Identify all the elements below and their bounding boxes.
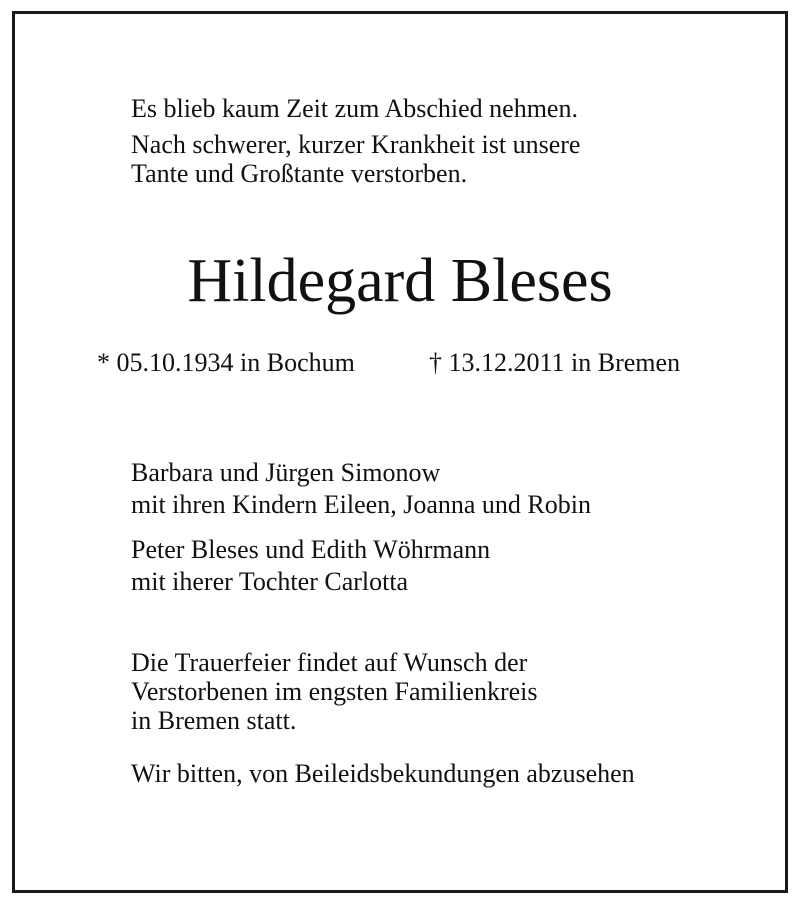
mourner-2-line-2: mit iherer Tochter Carlotta <box>131 567 409 596</box>
funeral-note-line-3: in Bremen statt. <box>131 706 297 735</box>
intro-line-2: Nach schwerer, kurzer Krankheit ist unsere <box>131 130 581 159</box>
intro-line-3: Tante und Großtante verstorben. <box>131 159 468 188</box>
death-date: † 13.12.2011 in Bremen <box>429 348 681 377</box>
funeral-note-line-1: Die Trauerfeier findet auf Wunsch der <box>131 648 528 677</box>
mourner-2-line-1: Peter Bleses und Edith Wöhrmann <box>131 535 491 564</box>
intro-line-1: Es blieb kaum Zeit zum Abschied nehmen. <box>131 94 578 123</box>
mourner-1-line-1: Barbara und Jürgen Simonow <box>131 458 441 487</box>
funeral-note-line-2: Verstorbenen im engsten Familienkreis <box>131 677 538 706</box>
condolence-note: Wir bitten, von Beileidsbekundungen abzusehen <box>131 759 635 788</box>
deceased-name: Hildegard Bleses <box>187 247 613 315</box>
birth-date: * 05.10.1934 in Bochum <box>97 348 355 377</box>
mourner-1-line-2: mit ihren Kindern Eileen, Joanna und Robin <box>131 490 591 519</box>
